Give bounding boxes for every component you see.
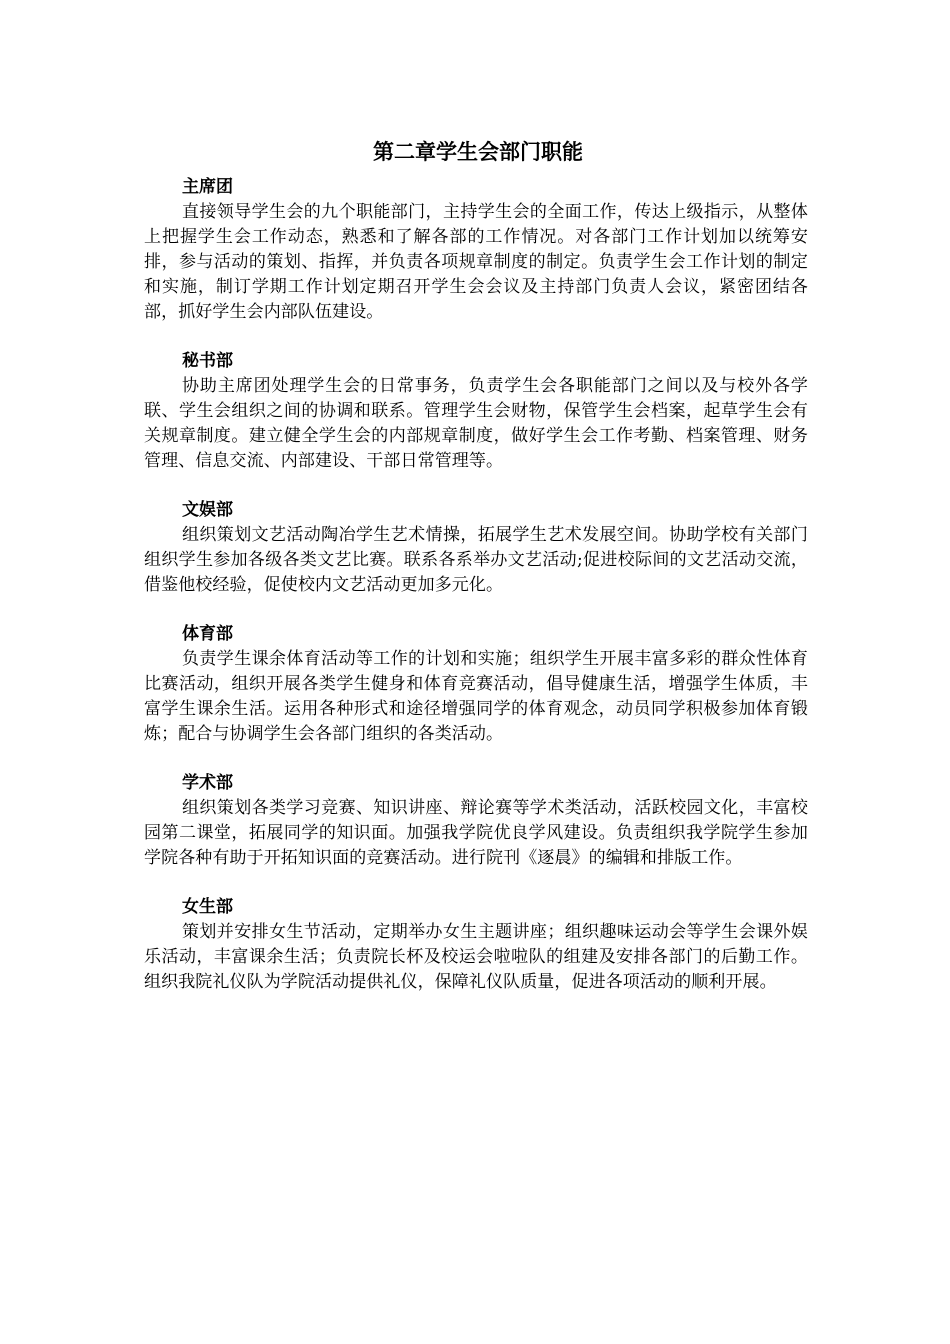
section-heading: 学术部 [182,773,233,793]
section-sports [144,622,808,747]
section-body: 协助主席团处理学生会的日常事务，负责学生会各职能部门之间以及与校外各学联、学生会组织之间的协调和联系。管理学生会财物，保管学生会档案，起草学生会有关规章制度。建立健全学生会的内部规章制度，做好学生会工作考勤、档案管理、财务管理、信息交流、内部建设、干部日常管理等。 [144,376,808,471]
section-heading: 体育部 [182,624,233,644]
section-body: 组织策划各类学习竞赛、知识讲座、辩论赛等学术类活动，活跃校园文化，丰富校园第二课堂，拓展同学的知识面。加强我学院优良学风建设。负责组织我学院学生参加学院各种有助于开拓知识面的竞赛活动。进行院刊《逐晨》的编辑和排版工作。 [144,798,808,868]
section-entertainment [144,498,808,598]
section-presidium [144,175,808,325]
section-body: 组织策划文艺活动陶冶学生艺术情操，拓展学生艺术发展空间。协助学校有关部门组织学生参加各级各类文艺比赛。联系各系举办文艺活动;促进校际间的文艺活动交流，借鉴他校经验，促使校内文艺活动更加多元化。 [144,525,808,595]
section-heading: 秘书部 [182,351,233,371]
section-heading: 女生部 [182,897,233,917]
section-body: 策划并安排女生节活动，定期举办女生主题讲座；组织趣味运动会等学生会课外娱乐活动，丰富课余生活；负责院长杯及校运会啦啦队的组建及安排各部门的后勤工作。组织我院礼仪队为学院活动提供礼仪，保障礼仪队质量，促进各项活动的顺利开展。 [144,922,808,992]
section-heading: 主席团 [182,177,233,197]
section-secretariat [144,349,808,474]
document-title: 第二章学生会部门职能 [373,139,583,164]
section-female-students [144,895,808,995]
section-body: 直接领导学生会的九个职能部门，主持学生会的全面工作，传达上级指示，从整体上把握学生会工作动态，熟悉和了解各部的工作情况。对各部门工作计划加以统筹安排，参与活动的策划、指挥，并负责各项规章制度的制定。负责学生会工作计划的制定和实施，制订学期工作计划定期召开学生会会议及主持部门负责人会议，紧密团结各部，抓好学生会内部队伍建设。 [144,202,808,322]
section-heading: 文娱部 [182,500,233,520]
section-body: 负责学生课余体育活动等工作的计划和实施；组织学生开展丰富多彩的群众性体育比赛活动，组织开展各类学生健身和体育竞赛活动，倡导健康生活，增强学生体质，丰富学生课余生活。运用各种形式和途径增强同学的体育观念，动员同学积极参加体育锻炼；配合与协调学生会各部门组织的各类活动。 [144,649,808,744]
document-page [144,133,808,1019]
section-academic [144,771,808,871]
